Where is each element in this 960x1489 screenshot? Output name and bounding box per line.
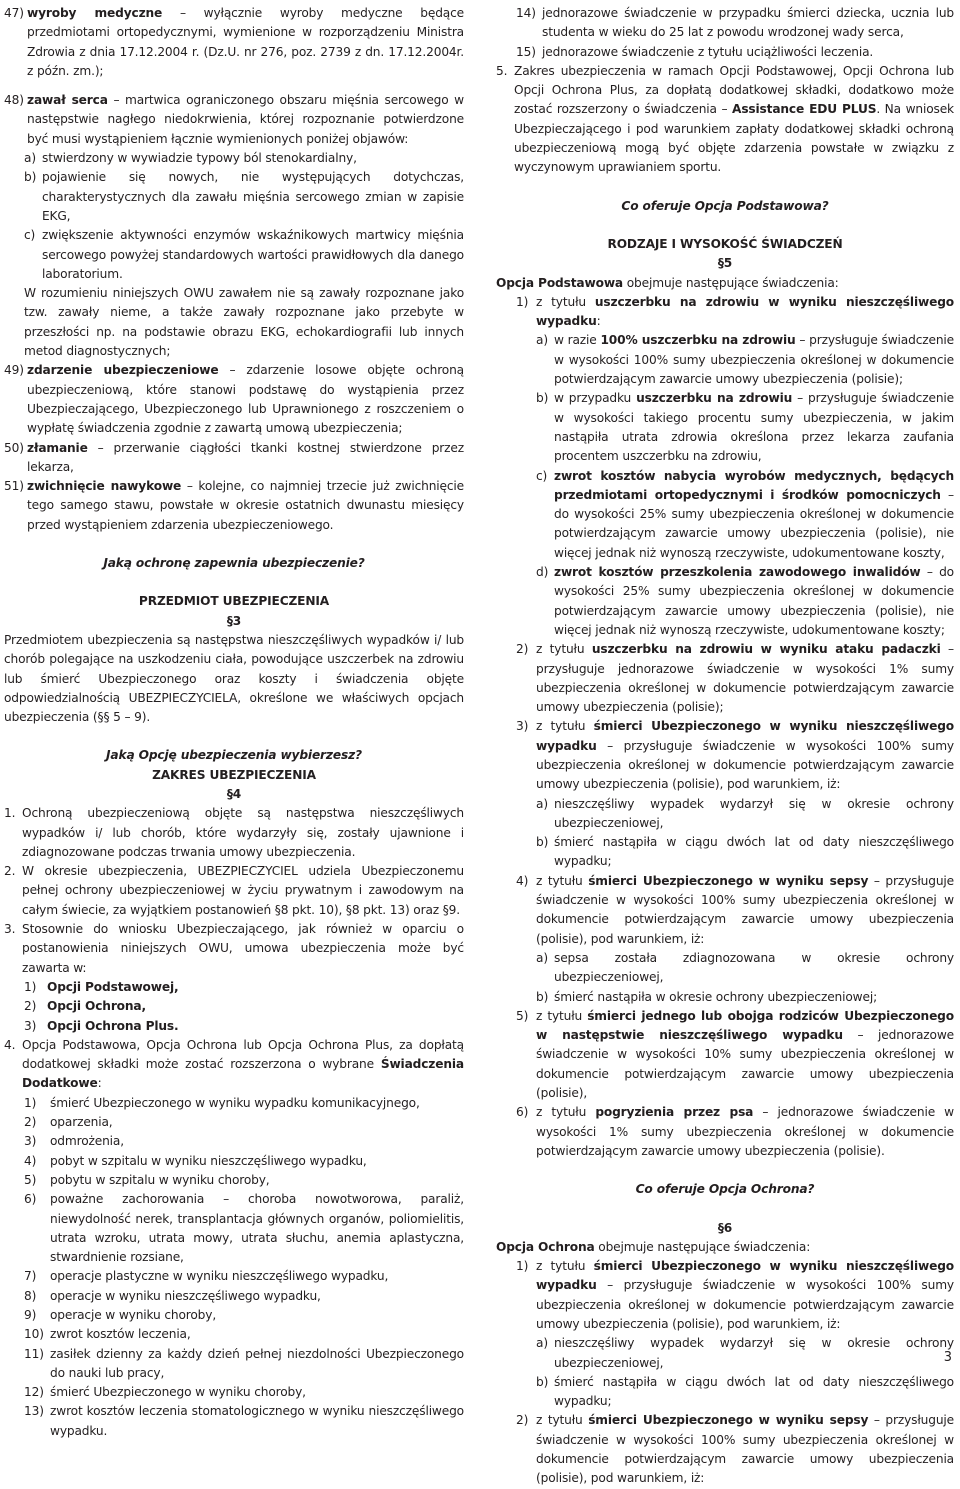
clause-text-end: : bbox=[97, 1076, 102, 1091]
item-text-end: – jednorazowe świadczenie w wysokości 10% sumy ubezpieczenia określonej w dokumencie potwierdzającym zawarcie umowy ubezpieczenia (polisie), bbox=[536, 1028, 954, 1101]
right-column bbox=[496, 4, 954, 1489]
item-text-end: – przysługuje świadczenie w wysokości 100% sumy ubezpieczenia określonej w dokumencie potwierdzającym zawarcie umowy ubezpieczenia (polisie), pod warunkiem, iż: bbox=[536, 1413, 954, 1486]
item-term: zwrot kosztów nabycia wyrobów medycznych, będących przedmiotami ortopedycznymi i środków pomocniczych bbox=[554, 468, 954, 502]
item-term: uszczerbku na zdrowiu w wyniku ataku padaczki bbox=[591, 642, 941, 657]
option-item bbox=[4, 1017, 464, 1036]
definition-50 bbox=[4, 439, 464, 478]
additional-benefit-item bbox=[4, 1152, 464, 1171]
option-name: Opcja Podstawowa bbox=[496, 275, 624, 290]
item-letter: a) bbox=[536, 950, 548, 965]
question-heading-option: Jaką Opcję ubezpieczenia wybierzesz? bbox=[106, 748, 362, 763]
item-text: oparzenia, bbox=[50, 1115, 113, 1130]
definition-text: – przerwanie ciągłości tkanki kostnej stwierdzone przez lekarza, bbox=[27, 440, 464, 474]
item-text: zwrot kosztów leczenia stomatologicznego w wyniku nieszczęśliwego wypadku. bbox=[50, 1404, 464, 1438]
item-number: 3) bbox=[516, 719, 529, 734]
item-number: 51) bbox=[4, 479, 24, 494]
item-text: jednorazowe świadczenie w przypadku śmierci dziecka, ucznia lub studenta w wieku do 25 lat z powodu wrodzonej wady serca, bbox=[542, 6, 954, 40]
item-text: w razie bbox=[554, 333, 601, 348]
clause-text: Ochroną ubezpieczeniową objęte są następstwa nieszczęśliwych wypadków i/ lub chorób, które wydarzyły się, zostały ujawnione i zdiagnozowane podczas trwania umowy ubezpieczenia. bbox=[22, 806, 464, 859]
item-term: uszczerbku na zdrowiu w wyniku nieszczęśliwego wypadku bbox=[536, 294, 954, 329]
paragraph-3-text: Przedmiotem ubezpieczenia są następstwa nieszczęśliwych wypadków i/ lub chorób polegające na uszkodzeniu ciała, powodujące uszczerbek na zdrowiu lub śmierć Ubezpieczonego oraz koszty i świadczenia objęte odpowiedzialnością UBEZPIECZYCIELA, określone we właściwych opcjach ubezpieczenia (§§ 5 – 9). bbox=[4, 632, 464, 725]
page-number: 3 bbox=[943, 1350, 952, 1365]
section-heading-scope: ZAKRES UBEZPIECZENIA bbox=[152, 767, 316, 782]
item-text: z tytułu bbox=[536, 1008, 588, 1023]
clause-4-3 bbox=[4, 920, 464, 978]
additional-benefit-item bbox=[4, 1267, 464, 1286]
term: złamanie bbox=[27, 440, 88, 455]
item-letter: b) bbox=[536, 835, 549, 850]
item-number: 15) bbox=[516, 44, 536, 59]
item-text: śmierć nastąpiła w okresie ochrony ubezpieczeniowej; bbox=[554, 989, 878, 1004]
item-text: pobytu w szpitalu w wyniku choroby, bbox=[50, 1172, 270, 1187]
question-heading-protection: Jaką ochronę zapewnia ubezpieczenie? bbox=[103, 556, 365, 571]
item-term: śmierci Ubezpieczonego w wyniku nieszczęśliwego wypadku bbox=[536, 719, 954, 753]
item-number: 1) bbox=[516, 1259, 529, 1274]
additional-benefit-item bbox=[4, 1402, 464, 1441]
definition-48-note: W rozumieniu niniejszych OWU zawałem nie są zawały rozpoznane jako tzw. zawały nieme, a także zawały rozpoznane jako przebyte w przeszłości np. na podstawie obrazu EKG, echokardiografii lub innych metod diagnostycznych; bbox=[24, 286, 464, 359]
benefit-6-2 bbox=[496, 1411, 954, 1488]
clause-number: 4. bbox=[4, 1037, 16, 1052]
item-number: 49) bbox=[4, 363, 24, 378]
item-text-end: – przysługuje świadczenie w wysokości 100% sumy ubezpieczenia określonej w dokumencie potwierdzającym zawarcie umowy ubezpieczenia (polisie), pod warunkiem, iż: bbox=[536, 873, 954, 946]
item-number: 4) bbox=[516, 873, 529, 888]
item-text-end: : bbox=[596, 314, 601, 329]
benefit-6-1-b bbox=[496, 1373, 954, 1412]
item-text-end: – przysługuje jednorazowe świadczenie w wysokości 1% sumy ubezpieczenia określonej w dokumencie potwierdzającym zawarcie umowy ubezpieczenia (polisie); bbox=[536, 642, 954, 715]
additional-benefit-item bbox=[4, 1113, 464, 1132]
benefit-5-2 bbox=[496, 640, 954, 717]
clause-4-4 bbox=[4, 1036, 464, 1094]
item-number: 5) bbox=[516, 1008, 529, 1023]
definition-48-a bbox=[4, 149, 464, 168]
item-number: 2) bbox=[24, 999, 37, 1014]
item-text: z tytułu bbox=[536, 1105, 596, 1120]
item-term: uszczerbku na zdrowiu bbox=[636, 391, 793, 406]
additional-benefit-15 bbox=[496, 43, 954, 62]
item-text-end: – przysługuje świadczenie w wysokości 100% sumy ubezpieczenia określonej w dokumencie potwierdzającym zawarcie umowy ubezpieczenia (polisie), pod warunkiem, iż: bbox=[536, 738, 954, 792]
item-term: śmierci jednego lub obojga rodziców Ubezpieczonego w następstwie nieszczęśliwego wypadku bbox=[536, 1008, 954, 1043]
item-text: z tytułu bbox=[536, 1413, 589, 1428]
clause-number: 3. bbox=[4, 922, 16, 937]
item-number: 2) bbox=[516, 642, 529, 657]
item-text: z tytułu bbox=[536, 642, 592, 657]
additional-benefit-item bbox=[4, 1094, 464, 1113]
definition-49 bbox=[4, 361, 464, 438]
item-number: 8) bbox=[24, 1288, 37, 1303]
item-text: jednorazowe świadczenie z tytułu uciążliwości leczenia. bbox=[542, 44, 874, 59]
item-text: pobyt w szpitalu w wyniku nieszczęśliwego wypadku, bbox=[50, 1153, 367, 1168]
item-letter: b) bbox=[24, 170, 37, 185]
term: zwichnięcie nawykowe bbox=[27, 479, 182, 494]
item-text: śmierć nastąpiła w ciągu dwóch lat od daty nieszczęśliwego wypadku; bbox=[554, 835, 954, 869]
intro-text: obejmuje następujące świadczenia: bbox=[594, 1239, 811, 1254]
item-text: śmierć Ubezpieczonego w wyniku choroby, bbox=[50, 1385, 306, 1400]
benefit-6-1 bbox=[496, 1257, 954, 1334]
option-name: Opcji Ochrona Plus. bbox=[47, 1018, 179, 1033]
benefit-5-3-b bbox=[496, 833, 954, 872]
item-number: 1) bbox=[516, 294, 529, 309]
additional-benefit-item bbox=[4, 1383, 464, 1402]
item-letter: a) bbox=[536, 1336, 548, 1351]
item-term: pogryzienia przez psa bbox=[595, 1105, 754, 1120]
clause-term: Assistance EDU PLUS bbox=[732, 102, 877, 117]
item-text-end: – przysługuje świadczenie w wysokości takiego procentu sumy ubezpieczenia, w jakim nastąpiła utrata zdrowia określona przez lekarza zaufania procentem uszczerbku na zdrowiu, bbox=[554, 391, 954, 464]
item-number: 5) bbox=[24, 1172, 37, 1187]
paragraph-number-3: §3 bbox=[226, 613, 242, 628]
benefit-5-1 bbox=[496, 293, 954, 332]
item-number: 14) bbox=[516, 6, 536, 20]
definition-text: – martwica ograniczonego obszaru mięśnia sercowego w następstwie nagłego niedokrwienia, której rozpoznanie potwierdzone być musi wystąpieniem łącznie wymienionych poniżej objawów: bbox=[27, 93, 464, 146]
item-text: sepsa została zdiagnozowana w okresie ochrony ubezpieczeniowej, bbox=[554, 950, 954, 985]
benefit-5-1-c bbox=[496, 467, 954, 563]
option-item bbox=[4, 978, 464, 997]
term: wyroby medyczne bbox=[27, 6, 163, 20]
item-number: 47) bbox=[4, 6, 24, 20]
item-text: nieszczęśliwy wypadek wydarzył się w okresie ochrony ubezpieczeniowej, bbox=[554, 1336, 954, 1370]
clause-4-5 bbox=[496, 62, 954, 178]
item-text: poważne zachorowania – choroba nowotworowa, paraliż, niewydolność nerek, transplantacja głównych organów, poliomielitis, utrata wzroku, utrata mowy, utrata słuchu, anemia aplastyczna, stwardnienie rozsiane, bbox=[50, 1192, 464, 1265]
definition-48 bbox=[4, 91, 464, 149]
item-number: 13) bbox=[24, 1404, 44, 1419]
item-text: w przypadku bbox=[554, 391, 637, 406]
item-text-end: – do wysokości 25% sumy ubezpieczenia określonej w dokumencie potwierdzającym zawarcie umowy ubezpieczenia (polisie), nie więcej jednak niż wynoszą rzeczywiste, udokumentowane koszty, bbox=[554, 487, 954, 560]
clause-term: Świadczenia Dodatkowe bbox=[22, 1057, 464, 1091]
question-heading-protection-option: Co oferuje Opcja Ochrona? bbox=[635, 1182, 815, 1197]
additional-benefit-item bbox=[4, 1287, 464, 1306]
term: zdarzenie ubezpieczeniowe bbox=[27, 363, 219, 378]
benefit-5-3 bbox=[496, 717, 954, 794]
item-number: 4) bbox=[24, 1153, 37, 1168]
item-letter: a) bbox=[536, 333, 548, 348]
item-text: śmierć Ubezpieczonego w wyniku wypadku komunikacyjnego, bbox=[50, 1095, 420, 1110]
additional-benefit-item bbox=[4, 1190, 464, 1267]
clause-text: Opcja Podstawowa, Opcja Ochrona lub Opcja Ochrona Plus, za dopłatą dodatkowej składki może zostać rozszerzona o wybrane bbox=[22, 1037, 464, 1072]
definition-51 bbox=[4, 477, 464, 535]
item-letter: b) bbox=[536, 1374, 549, 1389]
item-text-end: – przysługuje świadczenie w wysokości 100% sumy ubezpieczenia określonej w dokumencie potwierdzającym zawarcie umowy ubezpieczenia (polisie), pod warunkiem, iż: bbox=[536, 1278, 954, 1331]
item-letter: c) bbox=[536, 468, 548, 483]
item-text-end: – do wysokości 25% sumy ubezpieczenia określonej w dokumencie potwierdzającym zawarcie umowy ubezpieczenia (polisie), nie więcej jednak niż wynoszą rzeczywiste, udokumentowane koszty; bbox=[554, 565, 954, 637]
item-text: z tytułu bbox=[536, 1259, 594, 1274]
item-text: operacje w wyniku choroby, bbox=[50, 1308, 217, 1322]
clause-number: 1. bbox=[4, 806, 16, 821]
definition-48-b bbox=[4, 168, 464, 226]
item-text: nieszczęśliwy wypadek wydarzył się w okresie ochrony ubezpieczeniowej, bbox=[554, 796, 954, 830]
additional-benefit-item bbox=[4, 1306, 464, 1325]
benefit-5-1-a bbox=[496, 331, 954, 389]
item-text: operacje w wyniku nieszczęśliwego wypadku, bbox=[50, 1288, 321, 1303]
benefit-5-1-d bbox=[496, 563, 954, 640]
benefit-5-1-b bbox=[496, 389, 954, 466]
item-number: 1) bbox=[24, 979, 37, 994]
item-text: zasiłek dzienny za każdy dzień pełnej niezdolności Ubezpieczonego do nauki lub pracy, bbox=[50, 1346, 464, 1380]
item-term: zwrot kosztów przeszkolenia zawodowego inwalidów bbox=[554, 565, 921, 580]
item-number: 2) bbox=[24, 1115, 37, 1130]
item-text: z tytułu bbox=[536, 294, 595, 309]
paragraph-number-4: §4 bbox=[226, 786, 242, 801]
paragraph-6-intro bbox=[496, 1238, 954, 1257]
item-number: 7) bbox=[24, 1269, 37, 1284]
definition-text: – zdarzenie losowe objęte ochroną ubezpieczeniową, które stanowi podstawę do wystąpienia przez Ubezpieczającego, Ubezpieczonego lub Uprawnionego z roszczeniem o wypłatę świadczenia zgodnie z zawartą umową ubezpieczenia; bbox=[27, 363, 464, 436]
option-name: Opcji Podstawowej, bbox=[47, 979, 179, 994]
item-term: 100% uszczerbku na zdrowiu bbox=[600, 333, 796, 348]
item-letter: c) bbox=[24, 228, 36, 243]
item-text: pojawienie się nowych, nie występujących dotychczas, charakterystycznych dla zawału mięśnia sercowego zmian w zapisie EKG, bbox=[42, 170, 464, 223]
item-letter: b) bbox=[536, 391, 549, 406]
item-number: 6) bbox=[24, 1192, 37, 1207]
paragraph-5-intro bbox=[496, 274, 954, 293]
additional-benefit-item bbox=[4, 1171, 464, 1190]
item-text: z tytułu bbox=[536, 719, 594, 734]
benefit-5-4 bbox=[496, 872, 954, 949]
item-text: z tytułu bbox=[536, 873, 589, 888]
intro-text: obejmuje następujące świadczenia: bbox=[623, 275, 839, 290]
clause-text: W okresie ubezpieczenia, UBEZPIECZYCIEL udziela Ubezpieczonemu pełnej ochrony ubezpieczeniowej w życiu prywatnym i zawodowym na całym świecie, za wyjątkiem postanowień §8 pkt. 10), §8 pkt. 13) oraz §9. bbox=[22, 864, 464, 917]
additional-benefit-item bbox=[4, 1325, 464, 1344]
item-text-end: – jednorazowe świadczenie w wysokości 1% sumy ubezpieczenia określonej w dokumencie potwierdzającym zawarcie umowy ubezpieczenia (polisie). bbox=[536, 1105, 954, 1158]
additional-benefit-item bbox=[4, 1345, 464, 1384]
item-number: 6) bbox=[516, 1105, 529, 1120]
item-number: 10) bbox=[24, 1327, 44, 1342]
item-letter: b) bbox=[536, 989, 549, 1004]
left-column bbox=[4, 4, 464, 1441]
item-term: śmierci Ubezpieczonego w wyniku sepsy bbox=[588, 1413, 869, 1428]
clause-4-2 bbox=[4, 862, 464, 920]
item-number: 1) bbox=[24, 1095, 37, 1110]
option-name: Opcja Ochrona bbox=[496, 1239, 595, 1254]
clause-number: 2. bbox=[4, 864, 16, 879]
benefit-5-3-a bbox=[496, 795, 954, 834]
additional-benefit-14 bbox=[496, 4, 954, 43]
item-number: 9) bbox=[24, 1308, 37, 1322]
item-text-end: – przysługuje świadczenie w wysokości 100% sumy ubezpieczenia określonej w dokumencie potwierdzającym zawarcie umowy ubezpieczenia (polisie); bbox=[554, 333, 954, 387]
paragraph-number-6: §6 bbox=[717, 1220, 733, 1235]
question-heading-basic: Co oferuje Opcja Podstawowa? bbox=[621, 198, 829, 213]
clause-text: Stosownie do wniosku Ubezpieczającego, jak również w oparciu o postanowienia niniejszych OWU, umowa ubezpieczenia może być zawarta w: bbox=[22, 922, 464, 975]
additional-benefits-list bbox=[4, 1094, 464, 1441]
item-text: zwrot kosztów leczenia, bbox=[50, 1327, 191, 1342]
option-name: Opcji Ochrona, bbox=[47, 999, 146, 1014]
item-term: śmierci Ubezpieczonego w wyniku nieszczęśliwego wypadku bbox=[536, 1259, 954, 1293]
clause-text-end: . Na wniosek Ubezpieczającego i pod warunkiem zapłaty dodatkowej składki ochroną ubezpieczeniową mogą być objęte zdarzenia powstałe w związku z wyczynowym uprawianiem sportu. bbox=[514, 102, 954, 175]
item-number: 3) bbox=[24, 1134, 37, 1149]
item-number: 3) bbox=[24, 1018, 37, 1033]
item-number: 50) bbox=[4, 440, 24, 455]
benefit-5-4-a bbox=[496, 949, 954, 988]
item-letter: d) bbox=[536, 565, 549, 580]
section-heading-benefits: RODZAJE I WYSOKOŚĆ ŚWIADCZEŃ bbox=[607, 236, 843, 251]
item-text: odmrożenia, bbox=[50, 1134, 124, 1149]
term: zawał serca bbox=[27, 93, 108, 108]
clause-4-1 bbox=[4, 804, 464, 862]
definition-48-c bbox=[4, 226, 464, 284]
item-number: 11) bbox=[24, 1346, 44, 1361]
item-number: 48) bbox=[4, 93, 24, 108]
item-letter: a) bbox=[24, 151, 36, 166]
item-text: stwierdzony w wywiadzie typowy ból stenokardialny, bbox=[42, 151, 357, 166]
item-term: śmierci Ubezpieczonego w wyniku sepsy bbox=[588, 873, 869, 888]
benefit-5-4-b bbox=[496, 988, 954, 1007]
additional-benefit-item bbox=[4, 1132, 464, 1151]
benefit-6-1-a bbox=[496, 1334, 954, 1373]
clause-text: Zakres ubezpieczenia w ramach Opcji Podstawowej, Opcji Ochrona lub Opcji Ochrona Plus, za dopłatą dodatkowej składki, dodatkowo może zostać rozszerzony o świadczenia – bbox=[514, 63, 954, 117]
section-heading-subject: PRZEDMIOT UBEZPIECZENIA bbox=[138, 594, 330, 609]
definition-47 bbox=[4, 4, 464, 81]
item-number: 12) bbox=[24, 1385, 44, 1400]
benefit-5-6 bbox=[496, 1103, 954, 1161]
option-item bbox=[4, 997, 464, 1016]
item-text: operacje plastyczne w wyniku nieszczęśliwego wypadku, bbox=[50, 1269, 389, 1284]
definition-text: – wyłącznie wyroby medyczne będące przedmiotami ortopedycznymi, wymienione w rozporządzeniu Ministra Zdrowia z dnia 17.12.2004 r. (Dz.U. nr 276, poz. 2739 z dn. 17.12.2004r. z późn. zm.); bbox=[27, 6, 464, 78]
item-number: 2) bbox=[516, 1413, 529, 1428]
paragraph-number-5: §5 bbox=[717, 256, 733, 271]
item-letter: a) bbox=[536, 796, 548, 811]
benefit-5-5 bbox=[496, 1007, 954, 1103]
definition-text: – kolejne, co najmniej trzecie już zwichnięcie tego samego stawu, powstałe w okresie ostatnich dwunastu miesięcy przed wystąpieniem zdarzenia ubezpieczeniowego. bbox=[27, 479, 464, 532]
clause-number: 5. bbox=[496, 63, 508, 78]
item-text: śmierć nastąpiła w ciągu dwóch lat od daty nieszczęśliwego wypadku; bbox=[554, 1374, 954, 1409]
item-text: zwiększenie aktywności enzymów wskaźnikowych martwicy mięśnia sercowego powyżej standardowych wartości prawidłowych dla danego laboratorium. bbox=[42, 228, 464, 281]
